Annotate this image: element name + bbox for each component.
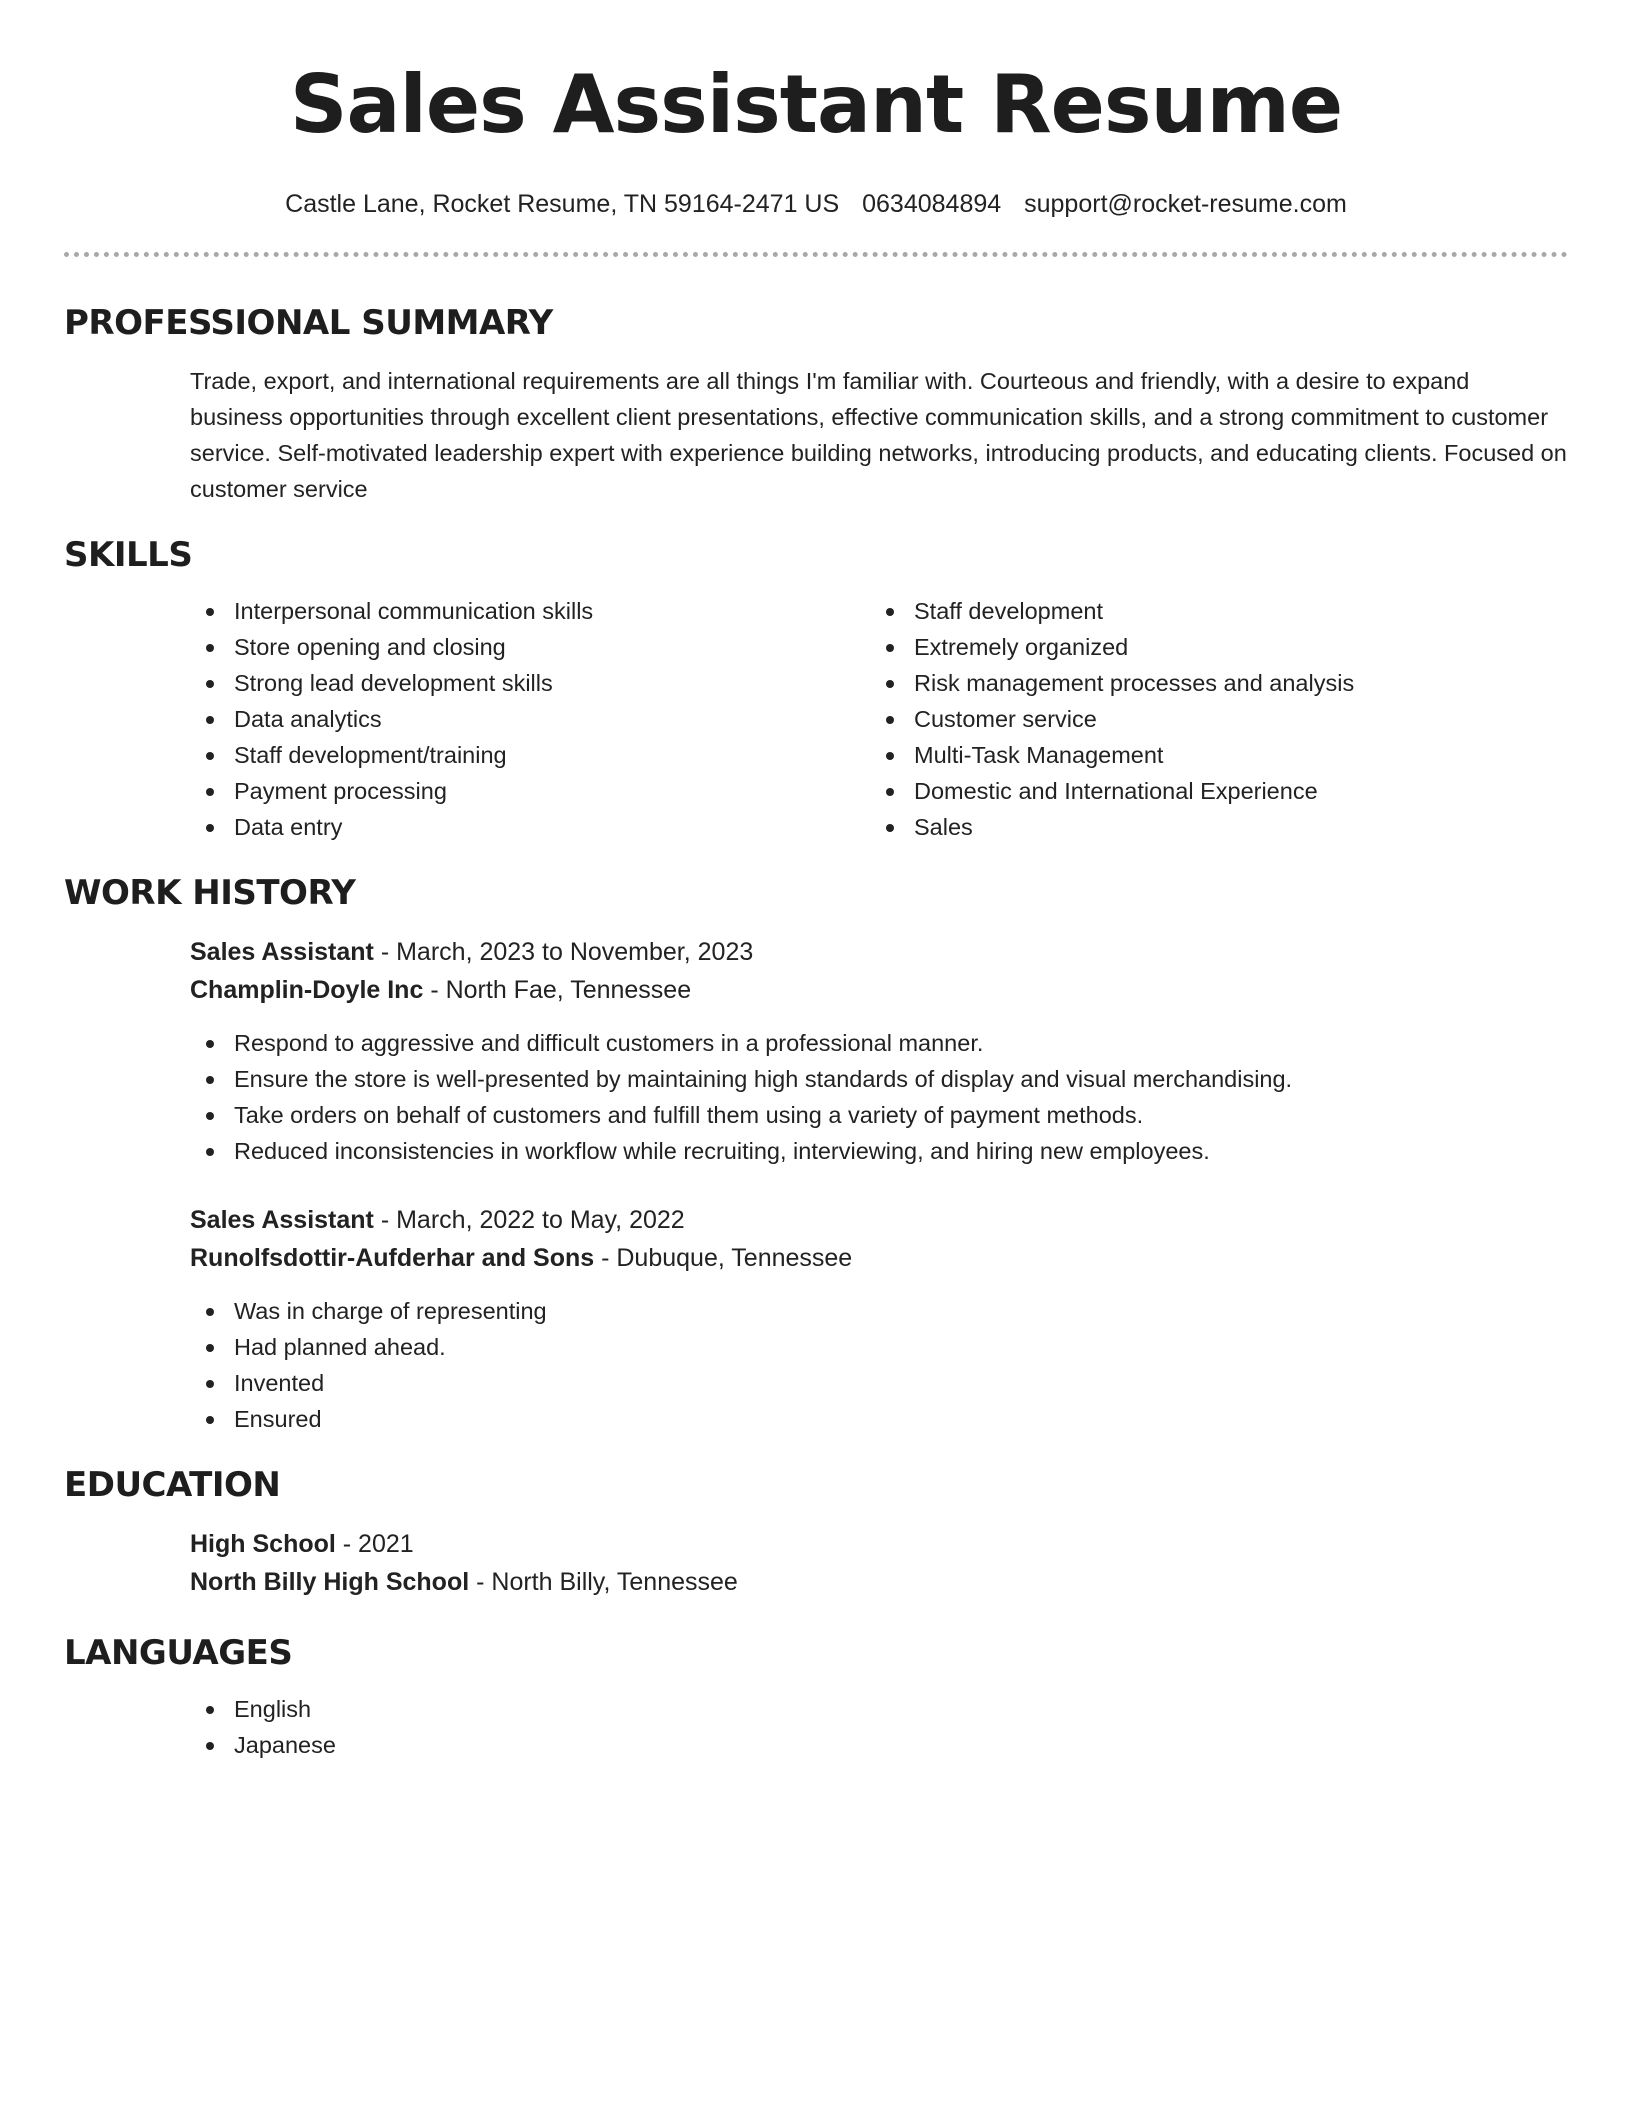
summary-text: Trade, export, and international requirements are all things I'm familiar with. Courteous and friendly, with a desire to expand business opportunities through excellent client presentations, effective communication skills, and a strong commitment to customer service. Self-motivated leadership expert with experience building networks, introducing products, and educating clients. Focused on customer service [190,368,1567,502]
list-item: Multi-Task Management [870,737,1550,773]
list-item: Strong lead development skills [190,665,870,701]
education-year: - 2021 [335,1530,414,1558]
list-item: Sales [870,809,1550,845]
job-company: Champlin-Doyle Inc [190,976,424,1004]
skills-list-right [870,593,1550,845]
job-location: - North Fae, Tennessee [423,976,692,1004]
list-item: Staff development/training [190,737,870,773]
job-company-line [190,971,1568,1009]
job-title: Sales Assistant [190,938,374,966]
resume-title: Sales Assistant Resume [289,58,1343,151]
education-location: - North Billy, Tennessee [469,1568,738,1596]
skills-heading: SKILLS [64,535,193,575]
list-item: Risk management processes and analysis [870,665,1550,701]
list-item: Had planned ahead. [190,1329,1568,1365]
job-company-line [190,1239,1568,1277]
list-item: Extremely organized [870,629,1550,665]
education-school-line [190,1563,1568,1601]
job-company: Runolfsdottir-Aufderhar and Sons [190,1244,595,1272]
education-entry [190,1525,1568,1601]
work-heading: WORK HISTORY [64,873,356,913]
list-item: Ensure the store is well-presented by maintaining high standards of display and visual merchandising. [190,1061,1568,1097]
education-degree-line [190,1525,1568,1563]
header-divider [64,252,1568,257]
job-title-line [190,933,1568,971]
summary-heading: PROFESSIONAL SUMMARY [64,303,553,343]
skills-section [64,533,1568,845]
skills-columns [190,593,1568,845]
job-location: - Dubuque, Tennessee [594,1244,853,1272]
job-dates: - March, 2023 to November, 2023 [373,938,754,966]
summary-section [64,301,1568,507]
job-title: Sales Assistant [190,1206,374,1234]
list-item: Domestic and International Experience [870,773,1550,809]
job-title-line [190,1201,1568,1239]
contact-line [64,188,1568,220]
list-item: Payment processing [190,773,870,809]
list-item: Take orders on behalf of customers and fulfill them using a variety of payment methods. [190,1097,1568,1133]
languages-list [190,1691,1568,1763]
contact-phone: 0634084894 [862,190,1002,218]
skills-list-left [190,593,870,845]
list-item: Japanese [190,1727,1568,1763]
list-item: Ensured [190,1401,1568,1437]
job-bullets [190,1025,1568,1169]
job-dates: - March, 2022 to May, 2022 [373,1206,685,1234]
list-item: Data entry [190,809,870,845]
job-entry [190,1201,1568,1437]
list-item: Customer service [870,701,1550,737]
list-item: Invented [190,1365,1568,1401]
education-heading: EDUCATION [64,1465,281,1505]
education-school: North Billy High School [190,1568,470,1596]
languages-heading: LANGUAGES [64,1633,293,1673]
work-section [64,871,1568,1437]
job-bullets [190,1293,1568,1437]
list-item: Staff development [870,593,1550,629]
languages-section [64,1631,1568,1763]
contact-email: support@rocket-resume.com [1024,190,1347,218]
list-item: Interpersonal communication skills [190,593,870,629]
education-degree: High School [190,1530,336,1558]
list-item: Data analytics [190,701,870,737]
contact-address: Castle Lane, Rocket Resume, TN 59164-2471 US [285,190,840,218]
list-item: English [190,1691,1568,1727]
list-item: Was in charge of representing [190,1293,1568,1329]
education-section [64,1463,1568,1601]
list-item: Respond to aggressive and difficult customers in a professional manner. [190,1025,1568,1061]
list-item: Store opening and closing [190,629,870,665]
list-item: Reduced inconsistencies in workflow while recruiting, interviewing, and hiring new employees. [190,1133,1568,1169]
job-entry [190,933,1568,1169]
